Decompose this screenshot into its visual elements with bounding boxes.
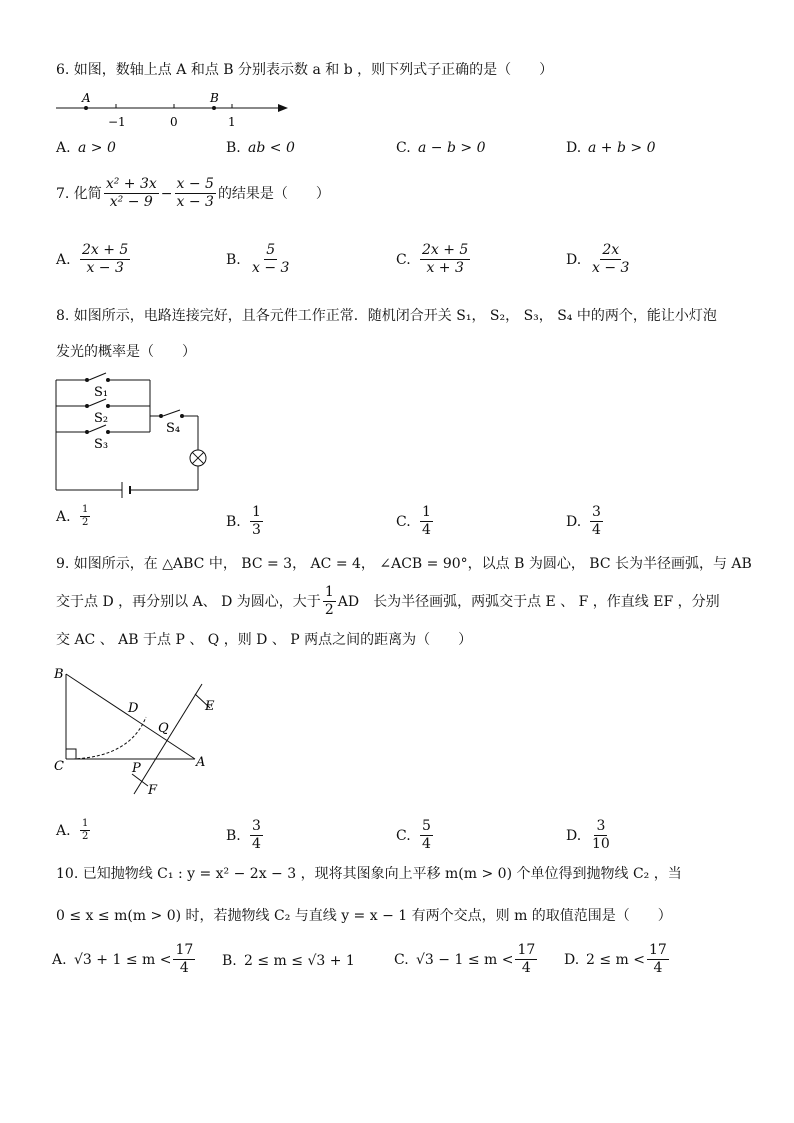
denominator: 4 xyxy=(422,522,431,538)
option-fraction xyxy=(590,818,612,853)
option-fraction xyxy=(250,504,263,539)
numerator: x² + 3x xyxy=(105,176,157,192)
numerator: 3 xyxy=(596,818,606,834)
option-letter: A. xyxy=(52,951,67,968)
q9-stem-line3: 交 AC 、 AB 于点 P 、 Q ，则 D 、 P 两点之间的距离为（ ） xyxy=(56,632,473,648)
denominator: 10 xyxy=(592,836,610,852)
option-fraction xyxy=(80,242,130,277)
label-f: F xyxy=(148,783,158,798)
switch-s2-label: S₂ xyxy=(94,411,109,426)
numerator: 17 xyxy=(649,942,667,958)
number-line-arrow xyxy=(278,104,288,112)
q9-triangle-diagram xyxy=(50,662,230,802)
point-a-label: A xyxy=(82,91,91,105)
label-d: D xyxy=(128,701,139,716)
denominator: 4 xyxy=(592,522,601,538)
option-letter: C. xyxy=(396,140,411,156)
denominator: x − 3 xyxy=(252,260,290,276)
option-letter: B. xyxy=(222,953,237,969)
label-a: A xyxy=(196,755,206,770)
denominator: x − 3 xyxy=(592,260,630,276)
q9-option-b[interactable] xyxy=(226,818,265,853)
denominator: 4 xyxy=(179,960,189,976)
q9-half-fraction xyxy=(323,584,336,619)
q6-option-d[interactable] xyxy=(566,138,655,158)
q9-stem-line1: 9. 如图所示，在 △ABC 中， BC = 3， AC = 4， ∠ACB = 90°，以点 B 为圆心， BC 长为半径画弧，与 AB xyxy=(56,556,752,572)
switch-contact xyxy=(106,404,110,408)
option-letter: B. xyxy=(226,513,241,530)
option-expr: a > 0 xyxy=(78,140,116,156)
numerator: 1 xyxy=(82,818,89,829)
option-expr: 2 ≤ m ≤ √3 + 1 xyxy=(244,953,355,969)
q6-number-line xyxy=(52,88,292,130)
label-p: P xyxy=(132,761,141,776)
numerator: 1 xyxy=(252,504,261,520)
switch-s4-label: S₄ xyxy=(166,421,181,436)
q8-option-d[interactable] xyxy=(566,504,605,539)
numerator: 3 xyxy=(252,818,261,834)
switch-s1-label: S₁ xyxy=(94,385,109,400)
q10-option-a[interactable] xyxy=(52,942,197,977)
q9-line2-part-a: 交于点 D ，再分别以 A、 D 为圆心，大于 xyxy=(56,593,321,610)
point-b-label: B xyxy=(210,91,219,105)
numerator: 1 xyxy=(82,504,89,515)
q10-option-b[interactable] xyxy=(222,951,355,971)
option-fraction xyxy=(590,504,603,539)
q8-option-b[interactable] xyxy=(226,504,265,539)
arc-dashed xyxy=(72,717,146,759)
q6-option-b[interactable] xyxy=(226,138,295,158)
switch-contact xyxy=(85,430,89,434)
switch-s3-blade xyxy=(89,425,106,432)
option-expr: √3 + 1 ≤ m < xyxy=(74,951,172,968)
numerator: x − 5 xyxy=(176,176,214,192)
q6-option-c[interactable] xyxy=(396,138,485,158)
option-fraction xyxy=(80,504,90,529)
option-letter: A. xyxy=(56,822,71,839)
q7-stem xyxy=(56,176,330,211)
denominator: 2 xyxy=(82,517,89,528)
option-letter: D. xyxy=(566,513,582,530)
numerator: 2x xyxy=(602,242,620,258)
option-letter: D. xyxy=(566,140,582,156)
option-fraction xyxy=(590,242,631,277)
switch-s4-blade xyxy=(163,410,180,416)
denominator: 4 xyxy=(653,960,663,976)
q9-option-d[interactable] xyxy=(566,818,614,853)
q7-option-d[interactable] xyxy=(566,242,633,277)
denominator: 3 xyxy=(252,522,261,538)
denominator: x + 3 xyxy=(426,260,464,276)
option-letter: D. xyxy=(564,951,580,968)
tick-neg1-label: −1 xyxy=(108,115,126,129)
label-b: B xyxy=(54,667,64,682)
option-expr: a − b > 0 xyxy=(418,140,486,156)
q7-option-a[interactable] xyxy=(56,242,132,277)
q10-option-c[interactable] xyxy=(394,942,539,977)
line-ef xyxy=(134,684,202,794)
switch-s1-blade xyxy=(89,373,106,380)
side-ab xyxy=(66,674,195,759)
option-expr: 2 ≤ m < xyxy=(586,951,645,968)
denominator: 4 xyxy=(252,836,261,852)
option-fraction xyxy=(420,242,470,277)
q9-option-c[interactable] xyxy=(396,818,435,853)
q8-stem-line1: 8. 如图所示，电路连接完好，且各元件工作正常．随机闭合开关 S₁， S₂， S₃， S₄ 中的两个，能让小灯泡 xyxy=(56,308,717,324)
option-fraction xyxy=(420,504,433,539)
numerator: 2x + 5 xyxy=(82,242,129,258)
denominator: x − 3 xyxy=(86,260,124,276)
q7-option-b[interactable] xyxy=(226,242,293,277)
option-letter: C. xyxy=(394,951,409,968)
denominator: x² − 9 xyxy=(109,194,153,210)
denominator: 2 xyxy=(82,831,89,842)
q10-stem-line1: 10. 已知抛物线 C₁ : y = x² − 2x − 3 ，现将其图象向上平移 m(m > 0) 个单位得到抛物线 C₂ ，当 xyxy=(56,866,682,882)
option-fraction xyxy=(420,818,433,853)
option-letter: C. xyxy=(396,513,411,530)
switch-contact xyxy=(85,378,89,382)
q7-prefix: 7. 化简 xyxy=(56,185,102,202)
option-letter: B. xyxy=(226,827,241,844)
point-a-dot xyxy=(84,106,88,110)
option-fraction xyxy=(80,818,90,843)
option-letter: D. xyxy=(566,827,582,844)
denominator: 4 xyxy=(521,960,531,976)
q10-stem-line2: 0 ≤ x ≤ m(m > 0) 时，若抛物线 C₂ 与直线 y = x − 1 有两个交点，则 m 的取值范围是（ ） xyxy=(56,908,672,924)
numerator: 1 xyxy=(422,504,431,520)
denominator: 2 xyxy=(324,602,334,618)
option-letter: A. xyxy=(56,508,71,525)
option-fraction xyxy=(250,242,291,277)
option-fraction xyxy=(515,942,537,977)
q7-fraction-2 xyxy=(175,176,216,211)
numerator: 2x + 5 xyxy=(422,242,469,258)
tick-1-label: 1 xyxy=(228,115,236,129)
q8-option-a[interactable] xyxy=(56,504,92,529)
switch-contact xyxy=(159,414,163,418)
q9-line2-part-b: AD 长为半径画弧，两弧交于点 E 、 F ，作直线 EF ，分别 xyxy=(337,593,720,610)
q9-stem-line2 xyxy=(56,584,720,619)
label-e: E xyxy=(205,699,215,714)
numerator: 3 xyxy=(592,504,601,520)
switch-contact xyxy=(85,404,89,408)
point-b-dot xyxy=(212,106,216,110)
numerator: 1 xyxy=(324,584,334,600)
option-letter: C. xyxy=(396,827,411,844)
option-fraction xyxy=(250,818,263,853)
right-angle-mark xyxy=(66,749,76,759)
numerator: 17 xyxy=(175,942,194,958)
denominator: x − 3 xyxy=(176,194,214,210)
q6-option-a[interactable] xyxy=(56,138,116,158)
q10-option-d[interactable] xyxy=(564,942,671,977)
switch-s3-label: S₃ xyxy=(94,437,109,452)
numerator: 5 xyxy=(422,818,431,834)
label-q: Q xyxy=(158,721,169,736)
q7-fraction-1 xyxy=(104,176,159,211)
option-letter: D. xyxy=(566,251,582,268)
option-letter: C. xyxy=(396,251,411,268)
switch-contact xyxy=(180,414,184,418)
switch-contact xyxy=(106,378,110,382)
numerator: 5 xyxy=(266,242,276,258)
option-letter: B. xyxy=(226,140,241,156)
q7-suffix: 的结果是（ ） xyxy=(217,185,330,202)
option-expr: √3 − 1 ≤ m < xyxy=(416,951,514,968)
option-fraction xyxy=(173,942,195,977)
q6-stem: 6. 如图，数轴上点 A 和点 B 分别表示数 a 和 b ，则下列式子正确的是（ ） xyxy=(56,62,554,78)
option-letter: A. xyxy=(56,140,71,156)
option-fraction xyxy=(647,942,669,977)
q9-option-a[interactable] xyxy=(56,818,92,843)
switch-s2-blade xyxy=(89,399,106,406)
option-letter: A. xyxy=(56,251,71,268)
switch-contact xyxy=(106,430,110,434)
q7-minus: − xyxy=(160,185,173,202)
option-expr: ab < 0 xyxy=(248,140,295,156)
numerator: 17 xyxy=(517,942,536,958)
label-c: C xyxy=(54,759,64,774)
denominator: 4 xyxy=(422,836,431,852)
option-expr: a + b > 0 xyxy=(588,140,656,156)
tick-0-label: 0 xyxy=(170,115,178,129)
q8-stem-line2: 发光的概率是（ ） xyxy=(56,344,196,360)
q7-option-c[interactable] xyxy=(396,242,472,277)
q8-circuit-diagram xyxy=(50,370,220,500)
q8-option-c[interactable] xyxy=(396,504,435,539)
option-letter: B. xyxy=(226,251,241,268)
